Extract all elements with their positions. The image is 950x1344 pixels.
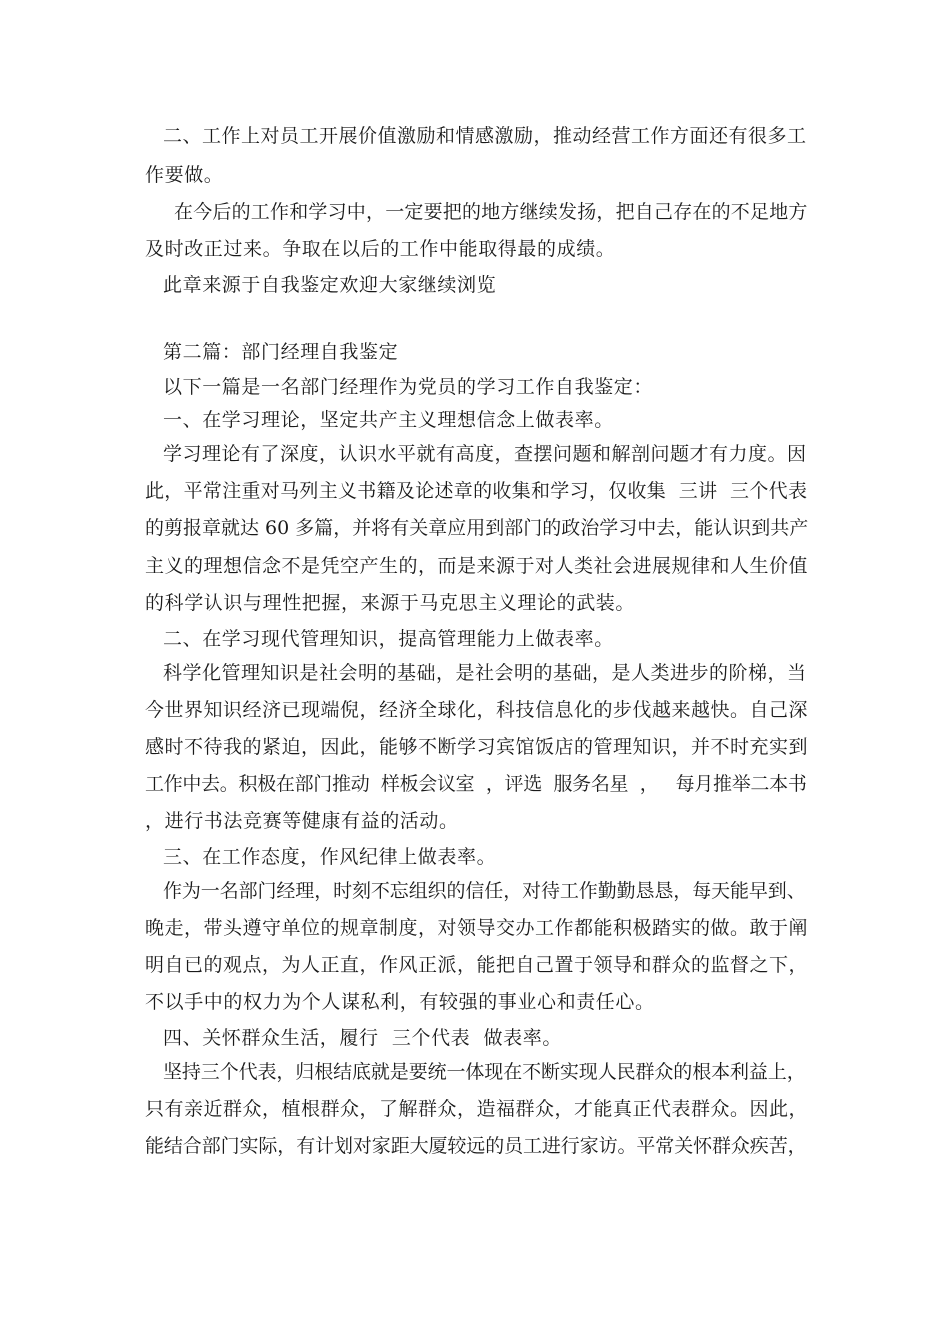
section-heading: 一、在学习理论，坚定共产主义理想信念上做表率。: [163, 409, 614, 431]
section-title: 第二篇：部门经理自我鉴定: [163, 341, 399, 363]
paragraph-line: 感时不待我的紧迫，因此，能够不断学习宾馆饭店的管理知识，并不时充实到: [145, 736, 809, 758]
paragraph-line: 坚持三个代表，归根结底就是要统一体现在不断实现人民群众的根本利益上，: [163, 1061, 806, 1083]
paragraph-line: 今世界知识经济已现端倪，经济全球化，科技信息化的步伐越来越快。自己深: [145, 699, 809, 721]
section-heading: 四、关怀群众生活，履行 三个代表 做表率。: [163, 1027, 562, 1049]
paragraph-line: 二、工作上对员工开展价值激励和情感激励，推动经营工作方面还有很多工: [163, 125, 807, 147]
section-heading: 二、在学习现代管理知识，提高管理能力上做表率。: [163, 628, 614, 650]
paragraph-line: 不以手中的权力为个人谋私利，有较强的事业心和责任心。: [145, 991, 655, 1013]
paragraph-line: ，进行书法竞赛等健康有益的活动。: [145, 810, 459, 832]
paragraph-line: 的科学认识与理性把握，来源于马克思主义理论的武装。: [145, 592, 636, 614]
paragraph-line: 工作中去。积极在部门推动 样板会议室 ，评选 服务名星 ， 每月推举二本书: [145, 773, 807, 795]
paragraph-line: 主义的理想信念不是凭空产生的，而是来源于对人类社会进展规律和人生价值: [145, 555, 809, 577]
paragraph-line: 此，平常注重对马列主义书籍及论述章的收集和学习，仅收集 三讲 三个代表: [145, 480, 808, 502]
paragraph-line: 的剪报章就达 60 多篇，并将有关章应用到部门的政治学习中去，能认识到共产: [145, 517, 809, 539]
paragraph-line: 在今后的工作和学习中，一定要把的地方继续发扬，把自己存在的不足地方: [174, 201, 808, 223]
paragraph-line: 此章来源于自我鉴定欢迎大家继续浏览: [163, 274, 497, 296]
paragraph-line: 作要做。: [145, 164, 224, 186]
paragraph-line: 科学化管理知识是社会明的基础，是社会明的基础，是人类进步的阶梯，当: [163, 662, 807, 684]
paragraph-line: 能结合部门实际，有计划对家距大厦较远的员工进行家访。平常关怀群众疾苦，: [145, 1135, 807, 1157]
paragraph-line: 晚走，带头遵守单位的规章制度，对领导交办工作都能积极踏实的做。敢于阐: [145, 917, 809, 939]
paragraph-line: 及时改正过来。争取在以后的工作中能取得最的成绩。: [145, 238, 616, 260]
paragraph-line: 明自已的观点，为人正直，作风正派，能把自己置于领导和群众的监督之下，: [145, 954, 809, 976]
paragraph-line: 作为一名部门经理，时刻不忘组织的信任，对待工作勤勤恳恳，每天能早到、: [163, 880, 806, 902]
paragraph-line: 学习理论有了深度，认识水平就有高度，查摆问题和解剖问题才有力度。因: [163, 443, 807, 465]
paragraph-line: 以下一篇是一名部门经理作为党员的学习工作自我鉴定：: [163, 376, 654, 398]
section-heading: 三、在工作态度，作风纪律上做表率。: [163, 846, 497, 868]
paragraph-line: 只有亲近群众，植根群众，了解群众，造福群众，才能真正代表群众。因此，: [145, 1098, 809, 1120]
